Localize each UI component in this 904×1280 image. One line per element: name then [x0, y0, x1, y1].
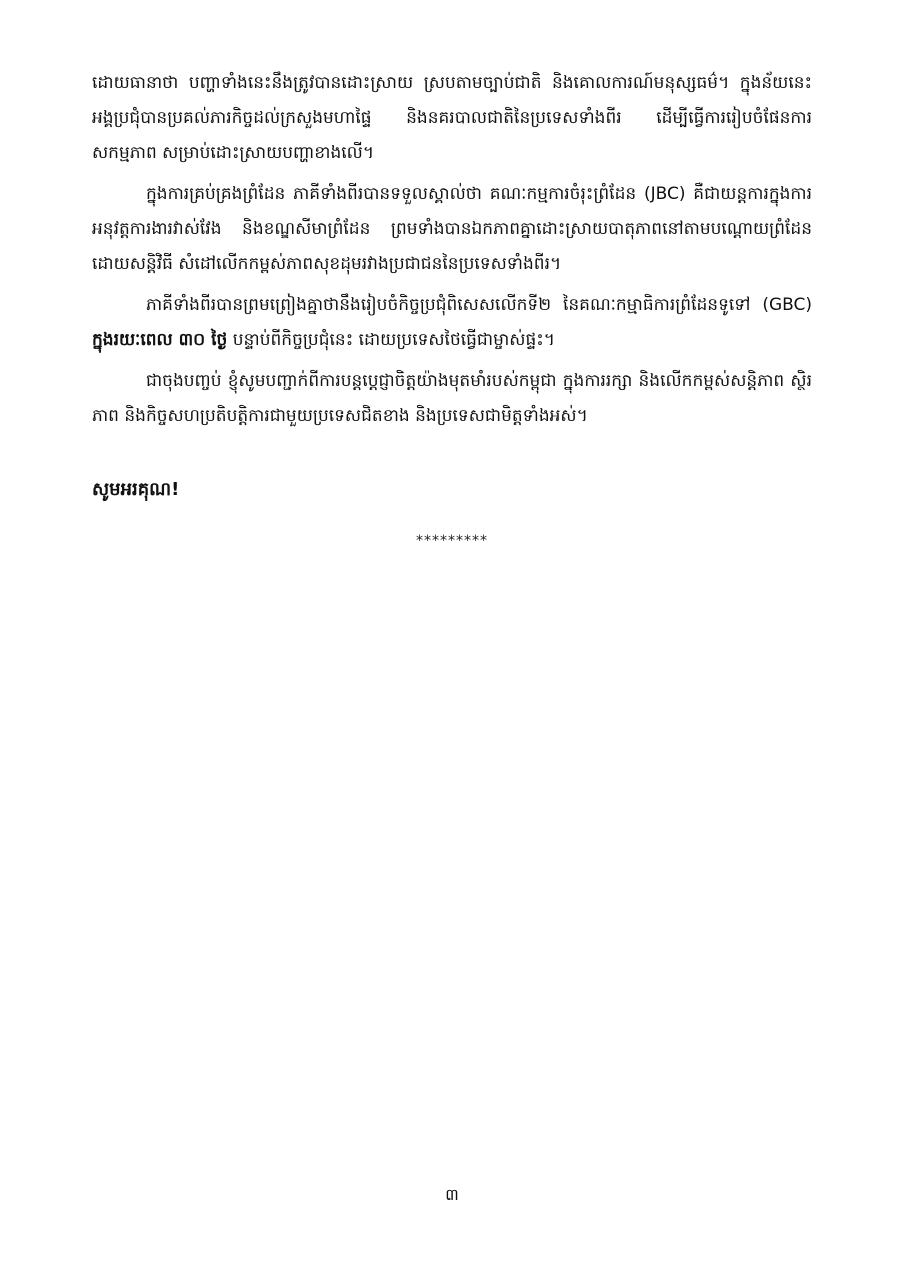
document-body	[92, 66, 812, 549]
page-number: ៣	[445, 1185, 459, 1204]
section-separator: *********	[416, 533, 488, 549]
paragraph-continuation: ដោយធានាថា បញ្ហាទាំងនេះនឹងត្រូវបានដោះស្រាយ ស្របតាមច្បាប់ជាតិ និងគោលការណ៍មនុស្សធម៌។ ក្នុងន័យនេះ អង្គប្រជុំបានប្រគល់ភារកិច្ចដល់ក្រសួងមហាផ្ទៃ និងនគរបាលជាតិនៃប្រទេសទាំងពីរ ដើម្បីធ្វើការរៀបចំផែនការសកម្មភាព សម្រាប់ដោះស្រាយបញ្ហាខាងលើ។	[92, 73, 812, 163]
paragraph-gbc-text-start: ភាគីទាំងពីរបានព្រមព្រៀងគ្នាថានឹងរៀបចំកិច្ចប្រជុំពិសេសលើកទី២ នៃគណៈកម្មាធិការព្រំដែនទូទៅ (GBC)	[146, 295, 812, 315]
paragraph-conclusion: ជាចុងបញ្ចប់ ខ្ញុំសូមបញ្ជាក់ពីការបន្តប្តេជ្ញាចិត្តយ៉ាងមុតមាំរបស់កម្ពុជា ក្នុងការរក្សា និងលើកកម្ពស់សន្តិភាព ស្ថិរភាព និងកិច្ចសហប្រតិបត្តិការជាមួយប្រទេសជិតខាង និងប្រទេសជាមិត្តទាំងអស់។	[92, 371, 812, 426]
paragraph-gbc-meeting	[92, 288, 812, 358]
paragraph-gbc-emphasis: ក្នុងរយៈពេល ៣០ ថ្ងៃ	[92, 330, 228, 350]
closing-thanks: សូមអរគុណ!	[92, 479, 180, 500]
paragraph-border-management: ក្នុងការគ្រប់គ្រងព្រំដែន ភាគីទាំងពីរបានទទួលស្គាល់ថា គណៈកម្មការចំរុះព្រំដែន (JBC) គឺជាយន្តការក្នុងការអនុវត្តការងារវាស់វែង និងខណ្ឌសីមាព្រំដែន ព្រមទាំងបានឯកភាពគ្នាដោះស្រាយបាតុភាពនៅតាមបណ្តោយព្រំដែនដោយសន្តិវិធី សំដៅលើកកម្ពស់ភាពសុខដុមរវាងប្រជាជននៃប្រទេសទាំងពីរ។	[92, 184, 812, 274]
paragraph-gbc-text-end: បន្ទាប់ពីកិច្ចប្រជុំនេះ ដោយប្រទេសថៃធ្វើជាម្ចាស់ផ្ទះ។	[227, 330, 555, 350]
